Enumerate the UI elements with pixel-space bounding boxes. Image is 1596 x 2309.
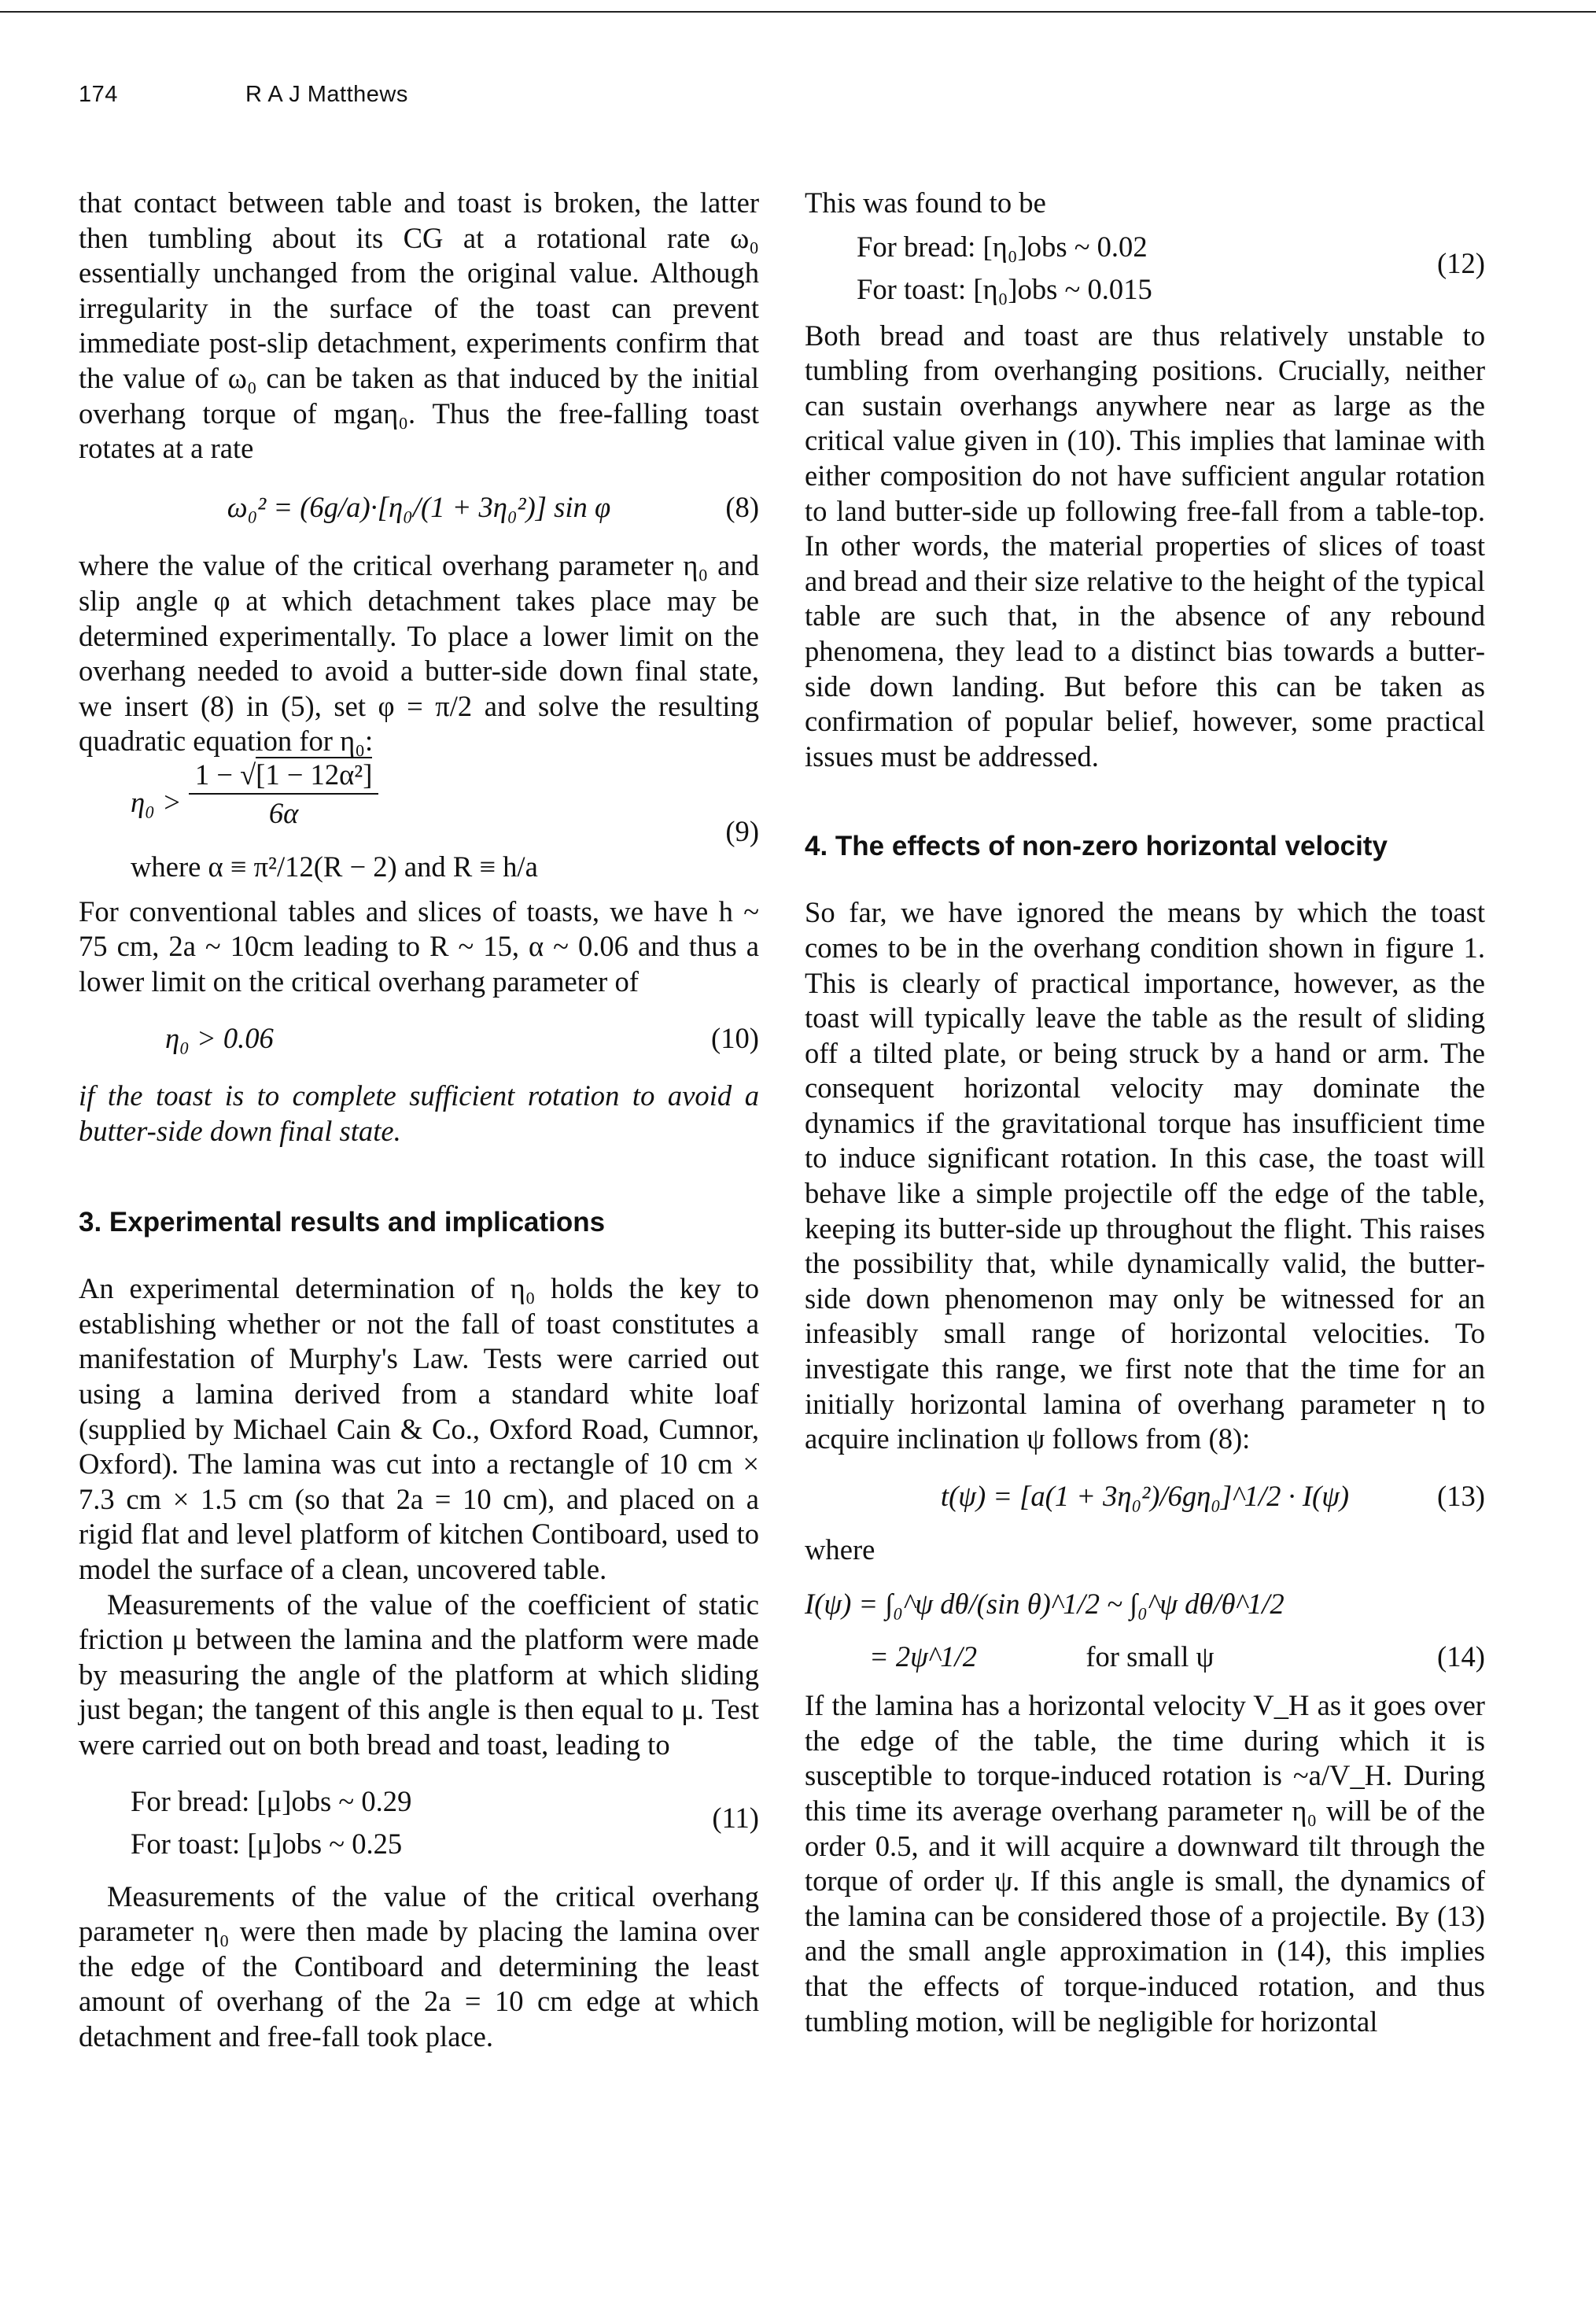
paragraph: Measurements of the value of the critical overhang parameter η₀ were then made by placing the lamina over the edge of the Contiboard and determining the least amount of overhang of the 2a = 10 cm edge at which detachment and free-fall took place. [79, 1879, 759, 2053]
paragraph: For conventional tables and slices of toasts, we have h ~ 75 cm, 2a ~ 10cm leading to R ~ 15, α ~ 0.06 and thus a lower limit on the critical overhang parameter of [79, 894, 759, 998]
equation-body: ω₀² = (6g/a)·[η₀/(1 + 3η₀²)] sin φ [227, 490, 611, 523]
equation-line: For bread: [η₀]obs ~ 0.02 [857, 230, 1148, 263]
equation-condition: for small ψ [1086, 1640, 1215, 1673]
fraction: $\frac{\text{1 − √[1 − 12α²]}}{6\alpha}$ [189, 758, 379, 831]
paragraph: An experimental determination of η₀ holds the key to establishing whether or not the fall of toast constitutes a manifestation of Murphy's Law. Tests were carried out using a lamina derived from a standard white loaf (supplied by Michael Cain & Co., Oxford Road, Cumnor, Oxford). The lamina was cut into a rectangle of 10 cm × 7.3 cm × 1.5 cm (so that 2a = 10 cm), and placed on a rigid flat and level platform of kitchen Contiboard, used to model the surface of a clean, uncovered table. [79, 1272, 759, 1585]
numerator-root: [1 − 12α²] [256, 758, 373, 791]
equation-body: t(ψ) = [a(1 + 3η₀²)/6gη₀]^1/2 · I(ψ) [940, 1479, 1350, 1512]
equation-14 [805, 1587, 1485, 1674]
page-number: 174 [79, 82, 118, 107]
equation-11 [79, 1780, 759, 1865]
equation-12 [805, 226, 1485, 311]
equation-number: (10) [711, 1022, 759, 1055]
right-column [805, 186, 1485, 2039]
equation-number: (13) [1437, 1479, 1485, 1512]
page-header [79, 82, 408, 108]
equation-line: For toast: [μ]obs ~ 0.25 [131, 1827, 403, 1860]
paragraph: So far, we have ignored the means by which the toast comes to be in the overhang condition shown in figure 1. This is clearly of practical importance, however, as the toast will typically leave the table as the result of sliding off a tilted plate, or being struck by a hand or arm. The consequent horizontal velocity may dominate the dynamics if the gravitational torque has insufficient time to induce significant rotation. In this case, the toast will behave like a simple projectile off the edge of the table, keeping its butter-side up throughout the flight. This raises the possibility that, while dynamically valid, the butter-side down phenomenon may only be witnessed for an infeasibly small range of horizontal velocities. To investigate this range, we first note that the time for an initially horizontal lamina of overhang parameter η to acquire inclination ψ follows from (8): [805, 896, 1485, 1455]
paragraph: This was found to be [805, 186, 1046, 219]
equation-number: (14) [1437, 1640, 1485, 1673]
paragraph: Measurements of the value of the coefficient of static friction μ between the lamina and the platform were made by measuring the angle of the platform at which sliding just began; the tangent of this angle is then equal to μ. Test were carried out on both bread and toast, leading to [79, 1588, 759, 1761]
running-author: R A J Matthews [245, 82, 408, 107]
section-heading: 3. Experimental results and implications [79, 1207, 606, 1238]
paragraph: Both bread and toast are thus relatively unstable to tumbling from overhanging positions. Crucially, neither can sustain overhangs anywhere near as large as the critical value given in (10). This implies that laminae with either composition do not have sufficient angular rotation to land butter-side up following free-fall from a table-top. In other words, the material properties of slices of toast and bread and their size relative to the height of the typical table are such that, in the absence of any rebound phenomena, they lead to a distinct bias towards a butter-side down landing. But before this can be taken as confirmation of popular belief, however, some practical issues must be addressed. [805, 319, 1485, 773]
equation-10 [79, 1021, 759, 1057]
paragraph: that contact between table and toast is broken, the latter then tumbling about its CG at a rotational rate ω₀ essentially unchanged from the original value. Although irregularity in the surface of the toast can prevent immediate post-slip detachment, experiments confirm that the value of ω₀ can be taken as that induced by the initial overhang torque of mgaη₀. Thus the free-falling toast rotates at a rate [79, 186, 759, 465]
equation-number: (11) [712, 1801, 759, 1834]
paragraph: If the lamina has a horizontal velocity V_H as it goes over the edge of the table, the time during which it is susceptible to torque-induced rotation is ~a/V_H. During this time its average overhang parameter η₀ will be of the order 0.5, and it will acquire a downward tilt through the torque of order ψ. If this angle is small, the dynamics of the lamina can be considered those of a projectile. By (13) and the small angle approximation in (14), this implies that the effects of torque-induced rotation, and thus tumbling motion, will be negligible for horizontal [805, 1689, 1485, 2038]
equation-13 [805, 1479, 1485, 1514]
equation-line: For toast: [η₀]obs ~ 0.015 [857, 272, 1152, 305]
equation-line: = 2ψ^1/2 [869, 1640, 978, 1673]
paragraph: where [805, 1533, 875, 1566]
equation-9 [79, 758, 759, 885]
paragraph: if the toast is to complete sufficient rotation to avoid a butter-side down final state. [79, 1079, 759, 1147]
section-heading: 4. The effects of non-zero horizontal velocity [805, 831, 1388, 862]
equation-number: (12) [1437, 246, 1485, 279]
equation-line: I(ψ) = ∫₀^ψ dθ/(sin θ)^1/2 ~ ∫₀^ψ dθ/θ^1/2 [805, 1588, 1285, 1620]
equation-number: (9) [725, 814, 759, 847]
equation-body: η₀ > 0.06 [165, 1022, 274, 1055]
denominator: 6α [268, 796, 299, 829]
equation-line: For bread: [μ]obs ~ 0.29 [131, 1784, 412, 1817]
numerator-a: 1 − [194, 758, 241, 791]
equation-where: where α ≡ π²/12(R − 2) and R ≡ h/a [131, 850, 538, 883]
equation-number: (8) [725, 490, 759, 523]
equation-8 [79, 490, 759, 526]
top-rule [0, 11, 1596, 13]
paragraph: where the value of the critical overhang parameter η₀ and slip angle φ at which detachment takes place may be determined experimentally. To place a lower limit on the overhang needed to avoid a butter-side down final state, we insert (8) in (5), set φ = π/2 and solve the resulting quadratic equation for η₀: [79, 549, 759, 758]
equation-lhs: η₀ > [131, 785, 182, 818]
left-column [79, 186, 759, 2055]
